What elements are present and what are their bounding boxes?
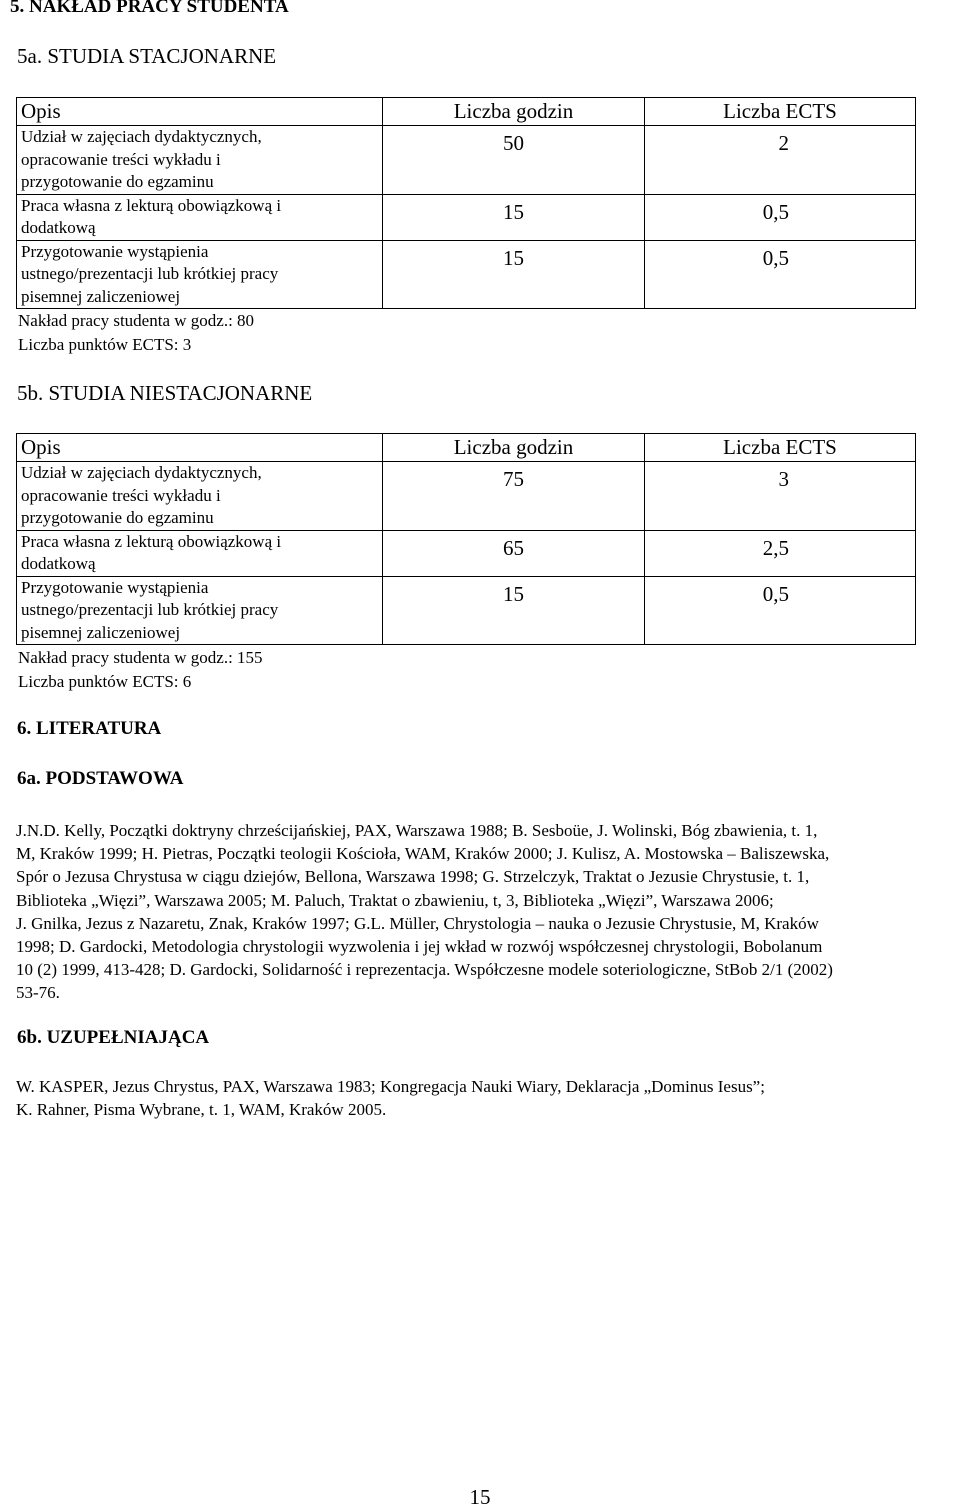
col-header-godziny: Liczba godzin: [383, 434, 645, 462]
ects-cell: 2,5: [645, 530, 916, 576]
table-header-row: [17, 98, 916, 126]
opis-line: pisemnej zaliczeniowej: [21, 622, 181, 642]
opis-line: opracowanie treści wykładu i: [21, 149, 221, 169]
section-5b-title: 5b. STUDIA NIESTACJONARNE: [17, 381, 313, 405]
table-header-row: [17, 434, 916, 462]
opis-cell: [17, 576, 383, 645]
ects-cell: 0,5: [645, 240, 916, 309]
opis-line: przygotowanie do egzaminu: [21, 172, 214, 191]
opis-cell: [17, 240, 383, 309]
uzupelniajaca-bibliography: [16, 1075, 960, 1121]
table-5b: [16, 433, 916, 645]
podstawowa-bibliography: [16, 819, 960, 1005]
bibliography-line: W. KASPER, Jezus Chrystus, PAX, Warszawa 1983; Kongregacja Nauki Wiary, Deklaracja „Dominus Iesus”;: [16, 1077, 765, 1096]
opis-line: Praca własna z lekturą obowiązkową i: [21, 195, 282, 215]
bibliography-line: K. Rahner, Pisma Wybrane, t. 1, WAM, Kraków 2005.: [16, 1100, 387, 1120]
page-number: 15: [469, 1485, 491, 1509]
col-header-ects: Liczba ECTS: [645, 98, 916, 126]
table-row: [17, 462, 916, 531]
opis-line: ustnego/prezentacji lub krótkiej pracy: [21, 600, 279, 619]
bibliography-line: 10 (2) 1999, 413-428; D. Gardocki, Solidarność i reprezentacja. Współczesne modele soteriologiczne, StBob 2/1 (2002): [16, 960, 833, 980]
opis-cell: [17, 126, 383, 195]
opis-line: opracowanie treści wykładu i: [21, 485, 221, 505]
col-header-opis: Opis: [17, 434, 383, 462]
godziny-cell: 65: [383, 530, 645, 576]
table-row: [17, 126, 916, 195]
podstawowa-title: 6a. PODSTAWOWA: [17, 768, 184, 789]
opis-line: Przygotowanie wystąpienia: [21, 241, 209, 261]
col-header-godziny: Liczba godzin: [383, 98, 645, 126]
bibliography-line: J.N.D. Kelly, Początki doktryny chrześcijańskiej, PAX, Warszawa 1988; B. Sesboüe, J. Wolinski, Bóg zbawienia, t. 1,: [16, 821, 818, 840]
table-5a: [16, 97, 916, 309]
summary-hours: Nakład pracy studenta w godz.: 80: [18, 311, 255, 330]
bibliography-line: J. Gnilka, Jezus z Nazaretu, Znak, Kraków 1997; G.L. Müller, Chrystologia – nauka o Jezusie Chrystusie, M, Kraków: [16, 913, 819, 933]
table-row: [17, 194, 916, 240]
literatura-title: 6. LITERATURA: [17, 718, 162, 739]
bibliography-line: 1998; D. Gardocki, Metodologia chrystologii wyzwolenia i jej wkład w rozwój współczesnej chrystologii, Bobolanum: [16, 937, 823, 957]
opis-cell: [17, 462, 383, 531]
opis-line: Udział w zajęciach dydaktycznych,: [21, 127, 262, 146]
godziny-cell: 15: [383, 194, 645, 240]
opis-line: pisemnej zaliczeniowej: [21, 286, 181, 306]
uzupelniajaca-title: 6b. UZUPEŁNIAJĄCA: [17, 1027, 210, 1048]
opis-line: ustnego/prezentacji lub krótkiej pracy: [21, 264, 279, 283]
ects-cell: 3: [645, 462, 916, 531]
summary-ects: Liczba punktów ECTS: 6: [18, 671, 192, 691]
col-header-opis: Opis: [17, 98, 383, 126]
godziny-cell: 15: [383, 576, 645, 645]
col-header-ects: Liczba ECTS: [645, 434, 916, 462]
summary-5a: [18, 309, 254, 356]
opis-line: Praca własna z lekturą obowiązkową i: [21, 531, 282, 551]
opis-line: Przygotowanie wystąpienia: [21, 577, 209, 597]
ects-cell: 0,5: [645, 576, 916, 645]
table-row: [17, 530, 916, 576]
opis-line: Udział w zajęciach dydaktycznych,: [21, 463, 262, 482]
bibliography-line: 53-76.: [16, 983, 60, 1003]
opis-cell: [17, 530, 383, 576]
summary-ects: Liczba punktów ECTS: 3: [18, 334, 192, 354]
opis-line: dodatkową: [21, 554, 96, 573]
summary-hours: Nakład pracy studenta w godz.: 155: [18, 648, 263, 667]
section-heading: 5. NAKŁAD PRACY STUDENTA: [10, 0, 289, 17]
table-row: [17, 240, 916, 309]
ects-cell: 0,5: [645, 194, 916, 240]
godziny-cell: 75: [383, 462, 645, 531]
opis-cell: [17, 194, 383, 240]
ects-cell: 2: [645, 126, 916, 195]
bibliography-line: Biblioteka „Więzi”, Warszawa 2005; M. Paluch, Traktat o zbawieniu, t, 3, Biblioteka „Więzi”, Warszawa 2006;: [16, 890, 774, 910]
godziny-cell: 15: [383, 240, 645, 309]
bibliography-line: Spór o Jezusa Chrystusa w ciągu dziejów, Bellona, Warszawa 1998; G. Strzelczyk, Traktat o Jezusie Chrystusie, t. 1,: [16, 867, 810, 887]
godziny-cell: 50: [383, 126, 645, 195]
table-row: [17, 576, 916, 645]
opis-line: dodatkową: [21, 218, 96, 237]
section-5a-title: 5a. STUDIA STACJONARNE: [17, 44, 277, 68]
bibliography-line: M, Kraków 1999; H. Pietras, Początki teologii Kościoła, WAM, Kraków 2000; J. Kulisz, A. Mostowska – Baliszewska,: [16, 844, 830, 864]
opis-line: przygotowanie do egzaminu: [21, 508, 214, 527]
summary-5b: [18, 646, 263, 693]
